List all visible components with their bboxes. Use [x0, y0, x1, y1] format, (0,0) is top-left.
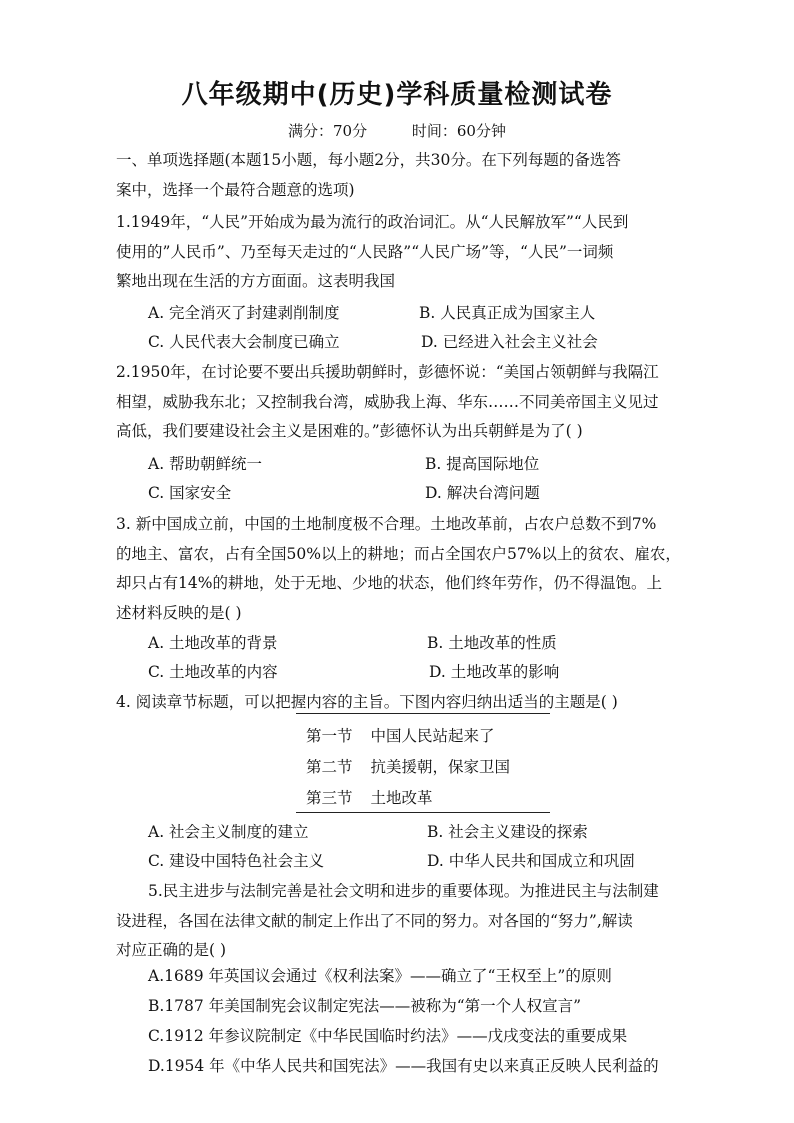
- q5-option-b[interactable]: B.1787 年美国制宪会议制定宪法——被称为“第一个人权宣言”: [148, 997, 582, 1015]
- section-line: 一、单项选择题(本题15小题，每小题2分，共30分。在下列每题的备选答: [116, 151, 621, 169]
- q1-option-b[interactable]: B. 人民真正成为国家主人: [419, 304, 596, 322]
- q4-option-b[interactable]: B. 社会主义建设的探索: [427, 823, 588, 841]
- table-rule-bottom: [296, 812, 550, 813]
- section-title: 中国人民站起来了: [370, 727, 495, 745]
- question-line: 1.1949年，“人民”开始成为最为流行的政治词汇。从“人民解放军”“人民到: [116, 213, 629, 231]
- q2-option-b[interactable]: B. 提高国际地位: [425, 455, 540, 473]
- section-title: 抗美援朝，保家卫国: [370, 758, 511, 776]
- q3-option-d[interactable]: D. 土地改革的影响: [429, 663, 560, 681]
- table-rule-top: [296, 713, 550, 714]
- question-line: 4. 阅读章节标题，可以把握内容的主旨。下图内容归纳出适当的主题是( ): [116, 693, 618, 711]
- question-1: [116, 208, 716, 297]
- q1-option-c[interactable]: C. 人民代表大会制度已确立: [148, 333, 340, 351]
- question-line: 使用的”人民币”、乃至每天走过的“人民路”“人民广场”等，“人民”一词频: [116, 242, 614, 261]
- question-line: 却只占有14%的耕地，处于无地、少地的状态，他们终年劳作，仍不得温饱。上: [116, 574, 662, 592]
- question-line: 3. 新中国成立前，中国的土地制度极不合理。土地改革前，占农户总数不到7%: [116, 515, 657, 533]
- q5-option-a[interactable]: A.1689 年英国议会通过《权利法案》——确立了“王权至上”的原则: [148, 967, 612, 985]
- section-title: 土地改革: [370, 789, 433, 807]
- q4-option-a[interactable]: A. 社会主义制度的建立: [148, 823, 309, 841]
- question-line: 的地主、富农，占有全国50%以上的耕地；而占全国农户57%以上的贫农、雇农，: [116, 544, 681, 563]
- question-line: 设进程，各国在法律文献的制定上作出了不同的努力。对各国的“努力”,解读: [116, 911, 633, 930]
- q4-option-c[interactable]: C. 建设中国特色社会主义: [148, 852, 325, 870]
- full-score: 满分：70分: [288, 122, 368, 140]
- q2-option-a[interactable]: A. 帮助朝鲜统一: [148, 455, 263, 473]
- question-line: 高低，我们要建设社会主义是困难的。”彭德怀认为出兵朝鲜是为了( ): [116, 422, 583, 440]
- section-number: 第一节: [306, 727, 353, 745]
- exam-meta: [0, 120, 794, 141]
- question-line: 相望，威胁我东北；又控制我台湾，威胁我上海、华东……不同美帝国主义见过: [116, 392, 659, 411]
- chapter-section-2: [306, 755, 510, 777]
- question-line: 繁地出现在生活的方方面面。这表明我国: [116, 272, 396, 290]
- question-line: 5.民主进步与法制完善是社会文明和进步的重要体现。为推进民主与法制建: [148, 882, 659, 900]
- question-line: 述材料反映的是( ): [116, 603, 242, 622]
- section-number: 第二节: [306, 758, 353, 776]
- q4-option-d[interactable]: D. 中华人民共和国成立和巩固: [427, 852, 635, 870]
- q5-option-d[interactable]: D.1954 年《中华人民共和国宪法》——我国有史以来真正反映人民利益的: [148, 1057, 659, 1075]
- question-line: 2.1950年，在讨论要不要出兵援助朝鲜时，彭德怀说：“美国占领朝鲜与我隔江: [116, 363, 659, 381]
- chapter-section-1: [306, 724, 495, 746]
- section-number: 第三节: [306, 789, 353, 807]
- question-5: [116, 877, 716, 966]
- exam-time: 时间：60分钟: [411, 122, 506, 140]
- question-line: 对应正确的是( ): [116, 941, 227, 959]
- q3-option-b[interactable]: B. 土地改革的性质: [427, 634, 557, 652]
- question-3: [116, 510, 716, 628]
- section-instructions: [116, 146, 716, 205]
- q1-option-d[interactable]: D. 已经进入社会主义社会: [421, 333, 598, 351]
- section-line: 案中，选择一个最符合题意的选项): [116, 180, 355, 199]
- q3-option-a[interactable]: A. 土地改革的背景: [148, 634, 278, 652]
- chapter-section-3: [306, 786, 433, 808]
- q1-option-a[interactable]: A. 完全消灭了封建剥削制度: [148, 304, 340, 322]
- q5-option-c[interactable]: C.1912 年参议院制定《中华民国临时约法》——戊戌变法的重要成果: [148, 1027, 628, 1045]
- q2-option-c[interactable]: C. 国家安全: [148, 484, 232, 502]
- page-title: 八年级期中(历史)学科质量检测试卷: [181, 80, 613, 110]
- question-2: [116, 358, 716, 447]
- q3-option-c[interactable]: C. 土地改革的内容: [148, 663, 278, 681]
- q2-option-d[interactable]: D. 解决台湾问题: [425, 484, 540, 502]
